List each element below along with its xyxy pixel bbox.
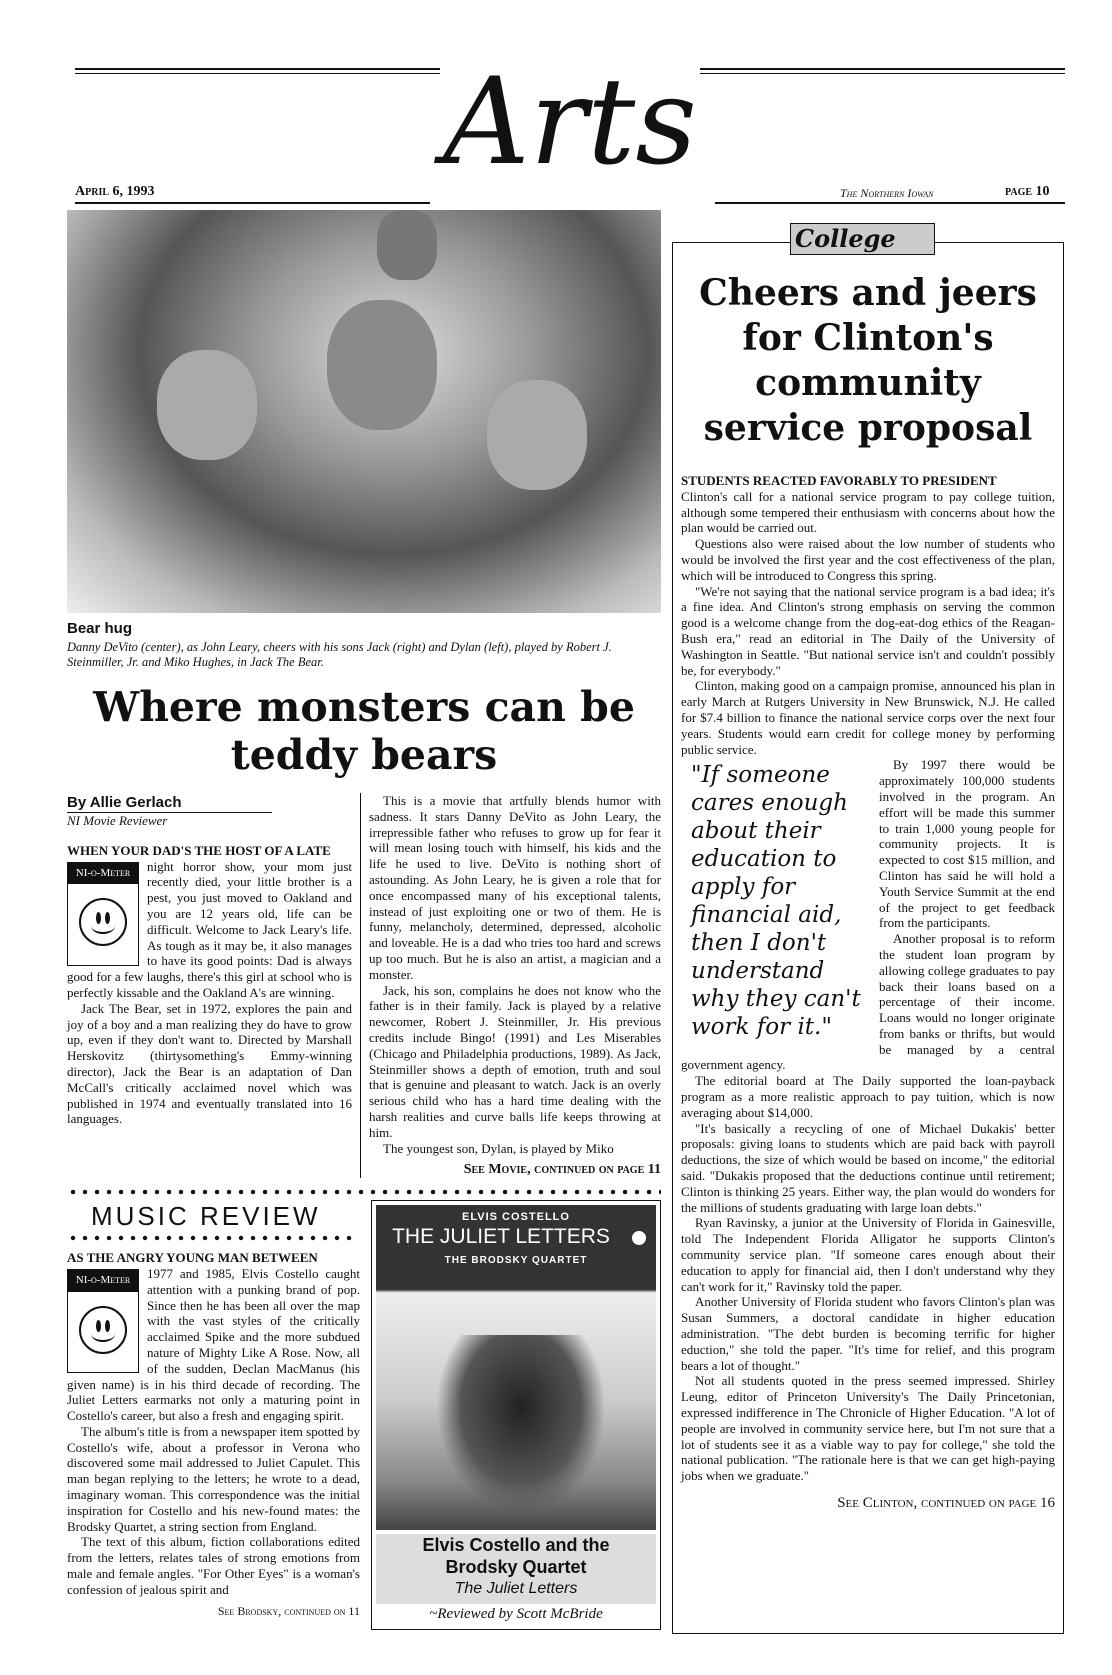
section-logo: Arts bbox=[440, 40, 700, 205]
paper-rule bbox=[715, 202, 1065, 204]
issue-date: April 6, 1993 bbox=[75, 184, 155, 199]
left-area bbox=[67, 793, 661, 1630]
caption-text: Danny DeVito (center), as John Leary, cheers with his sons Jack (right) and Dylan (left), played by Robert J. Steinmiller, Jr. and Miko Hughes, in Jack The Bear. bbox=[67, 640, 612, 669]
paragraph: The editorial board at The Daily supported the loan-payback program as a more realistic approach to pay tuition, which is now averaging about $14,000. bbox=[681, 1073, 1055, 1120]
paragraph: The youngest son, Dylan, is played by Miko bbox=[383, 1140, 614, 1156]
byline-role: NI Movie Reviewer bbox=[67, 813, 168, 828]
paragraph: Ryan Ravinsky, a junior at the University of Florida in Gainesville, told The Independent Florida Alligator he supports Clinton's community service plan. "If someone cares enough about their education to apply for financial aid, then I don't understand why they can't work for it," Ravinsky told the paper. bbox=[681, 1215, 1055, 1294]
movie-lead-caps: WHEN YOUR DAD'S THE HOST OF A LATE bbox=[67, 842, 331, 858]
college-body bbox=[681, 473, 1055, 1512]
college-lead-caps: STUDENTS REACTED FAVORABLY TO PRESIDENT bbox=[681, 473, 997, 488]
movie-column-1 bbox=[67, 793, 360, 1127]
caption-line-2: Brodsky Quartet bbox=[445, 1557, 587, 1578]
smiley-icon bbox=[79, 898, 127, 946]
paragraph: Jack The Bear, set in 1972, explores the pain and joy of a boy and a man realizing they do have to grow up, even if they don't want to. Directed by Marshall Herskovitz (thirtysomething's Emmy-winning director), Jack the Bear is an adaptation of Dan McCall's critically acclaimed novel which was published in 1974 and eventually translated into 16 languages. bbox=[67, 1000, 352, 1127]
paragraph: Not all students quoted in the press seemed impressed. Shirley Leung, editor of Princeton University's The Daily Princetonian, expressed indifference in The Chronicle of Higher Education. "A lot of people are involved in community service here, but I'm not sure that a lot of students see it as a viable way to pay for college," she told the national publication. "The rationale here is that we can get high-paying jobs when we graduate." bbox=[681, 1373, 1055, 1484]
dotted-rule bbox=[67, 1234, 357, 1242]
album-artist: ELVIS COSTELLO bbox=[462, 1211, 570, 1224]
album-box bbox=[371, 1200, 661, 1630]
man-face bbox=[327, 300, 437, 430]
date-rule bbox=[75, 202, 430, 204]
ni-o-meter-music bbox=[67, 1269, 139, 1373]
right-boy-face bbox=[487, 380, 587, 490]
paragraph: Jack, his son, complains he does not know who the father is in their family. Jack is played by a relative newcomer, Robert J. Steinmiller, Jr. His previous credits include Bingo! (1991) and Les Miserables (Chicago and Philadelphia productions, 1989). As Jack, Steinmiller shows a depth of emotion, truth and soul that is genuine and pleasant to watch. Jack is an overly serious child who has a hard time dealing with the harsh realities and curve balls life keeps throwing at him. bbox=[369, 982, 661, 1140]
dotted-rule bbox=[67, 1188, 661, 1196]
movie-headline: Where monsters can be teddy bears bbox=[93, 683, 635, 779]
left-boy-face bbox=[157, 350, 257, 460]
paragraph: Clinton's call for a national service program to pay college tuition, although some tempered their enthusiasm with concerns about how the plan would be carried out. bbox=[681, 488, 1055, 536]
paragraph: Clinton, making good on a campaign promise, announced his plan in early March at Rutgers University in New Brunswick, N.J. He called for $7.4 billion to finance the national service corps over the next four years. Students would earn credit for college money by performing public service. bbox=[681, 678, 1055, 757]
paragraph: By 1997 there would be approximately 100,000 students involved in the program. An effort will be made this summer to train 1,000 young people for community projects. It is expected to cost $15 million, and Clinton has said he will hold a Youth Service Summit at the end of the project to get feedback from the participants. bbox=[879, 757, 1055, 931]
paragraph: "We're not saying that the national service program is a bad idea; it's a fine idea. And Clinton's strong emphasis on serving the common good is a welcome change from the dog-eat-dog ethics of the Reagan-Bush era," read an editorial in The Daily of the University of Washington in Seattle. "But national service isn't and couldn't possibly be, for everybody." bbox=[681, 583, 1055, 678]
raised-fist bbox=[377, 210, 437, 280]
byline: By Allie Gerlach bbox=[67, 793, 272, 813]
meter-label: NI-o-Meter bbox=[68, 1270, 138, 1292]
paper-name: The Northern Iowan bbox=[840, 186, 934, 200]
album-subtitle: THE BRODSKY QUARTET bbox=[444, 1255, 588, 1267]
meter-label: NI-o-Meter bbox=[68, 863, 138, 885]
caption-title: Bear hug bbox=[67, 620, 133, 637]
album-caption bbox=[376, 1534, 656, 1604]
paragraph: The text of this album, fiction collaborations edited from the letters, relates tales of strong emotions from male and female angles. "For Other Eyes" is a woman's confession of jealous spirit and bbox=[67, 1534, 360, 1597]
music-section bbox=[67, 1200, 661, 1630]
caption-line-3: The Juliet Letters bbox=[454, 1580, 578, 1598]
music-lead-caps: AS THE ANGRY YOUNG MAN BETWEEN bbox=[67, 1250, 318, 1266]
moon-icon bbox=[632, 1231, 646, 1245]
movie-photo bbox=[67, 210, 661, 613]
movie-jump-link[interactable]: See Movie, continued on page 11 bbox=[463, 1162, 661, 1178]
music-column-wrap bbox=[67, 1200, 366, 1619]
college-headline: Cheers and jeers for Clinton's community service proposal bbox=[699, 272, 1037, 449]
caption-line-1: Elvis Costello and the bbox=[422, 1535, 610, 1556]
college-box bbox=[672, 224, 1064, 1634]
paragraph: Another proposal is to reform the student loan program by allowing college graduates to pay back their loans based on a percentage of their income. Loans would no longer originate from banks or thrifts, but would be managed by a central government agency. bbox=[681, 931, 1055, 1073]
music-column bbox=[67, 1250, 360, 1619]
reviewer: ~Reviewed by Scott McBride bbox=[429, 1606, 603, 1623]
album-cover bbox=[376, 1205, 656, 1530]
album-title: THE JULIET LETTERS bbox=[392, 1225, 610, 1249]
smiley-icon bbox=[79, 1306, 127, 1354]
page-number: page 10 bbox=[1005, 184, 1050, 199]
college-tag: College bbox=[790, 223, 935, 255]
movie-column-2 bbox=[360, 793, 661, 1178]
music-review-label: MUSIC REVIEW bbox=[91, 1201, 321, 1232]
movie-columns bbox=[67, 793, 661, 1178]
paragraph: Another University of Florida student who favors Clinton's plan was Susan Summers, a doctoral candidate in higher education administration. "The debt burden is becoming terrific for higher eduction," she told the paper. "It's time for relief, and this program bears a lot of thought." bbox=[681, 1294, 1055, 1373]
paragraph: night horror show, your mom just recently died, your little brother is a pest, you just moved to Oakland and you are 12 years old, life can be difficult. Welcome to Jack Leary's life. As tough as it may be, it also manages to have its good points: Dad is always good for a few laughs, there's this girl at school who is perfectly kissable and the Oakland A's are winning. bbox=[67, 858, 352, 1000]
college-jump-link[interactable]: See Clinton, continued on page 16 bbox=[837, 1495, 1055, 1511]
paragraph: 1977 and 1985, Elvis Costello caught attention with a punking brand of pop. Since then he has been all over the map with the vast styles of the critically acclaimed Spike and the more subdued nature of Mighty Like A Rose. Now, all of the sudden, Declan MacManus (his given name) is in his third decade of recording. The Juliet Letters earmarks not only a maturing point in Costello's career, but also a fresh and engaging spirit. bbox=[67, 1265, 360, 1424]
paragraph: Questions also were raised about the low number of students who would be involved the first year and the cost effectiveness of the plan, which will be introduced to Congress this spring. bbox=[681, 536, 1055, 583]
paragraph: "It's basically a recycling of one of Michael Dukakis' better proposals: giving loans to students which are paid back with payroll deductions, the size of which would be based on income," the editorial said. "Dukakis proposed that the deductions continue until retirement; Clinton is thinking 25 years. Either way, the plan would do wonders for the millions of students graduating with large loan debts." bbox=[681, 1120, 1055, 1215]
ni-o-meter bbox=[67, 862, 139, 966]
paragraph: The album's title is from a newspaper item spotted by Costello's wife, about a professor in Verona who discovered some mail addressed to Juliet Capulet. This man began replying to the letters; he wrote to a dead, imaginary woman. This correspondence was the initial inspiration for Costello and his new-found mates: the Brodsky Quartet, a string section from England. bbox=[67, 1423, 360, 1534]
music-jump-link[interactable]: See Brodsky, continued on 11 bbox=[217, 1603, 360, 1618]
paragraph: This is a movie that artfully blends humor with sadness. It stars Danny DeVito as John Leary, the irrepressible father who refuses to grow up for fear it will mean losing touch with himself, his kids and the life he used to live. DeVito is nothing short of astounding. As John Leary, he is given a role that for once encompassed many of his exceptional talents, instead of just exploiting one or two of them. He is funny, melancholy, determined, depressed, alcoholic and loveable. He is a dad who tries too hard and screws up too much. But he is also an artist, a magician and a monster. bbox=[369, 793, 661, 982]
pull-quote: "If someone cares enough about their education to apply for financial aid, then I don't understand why they can't work for it." bbox=[691, 762, 861, 1041]
quartet-photo bbox=[436, 1335, 606, 1515]
